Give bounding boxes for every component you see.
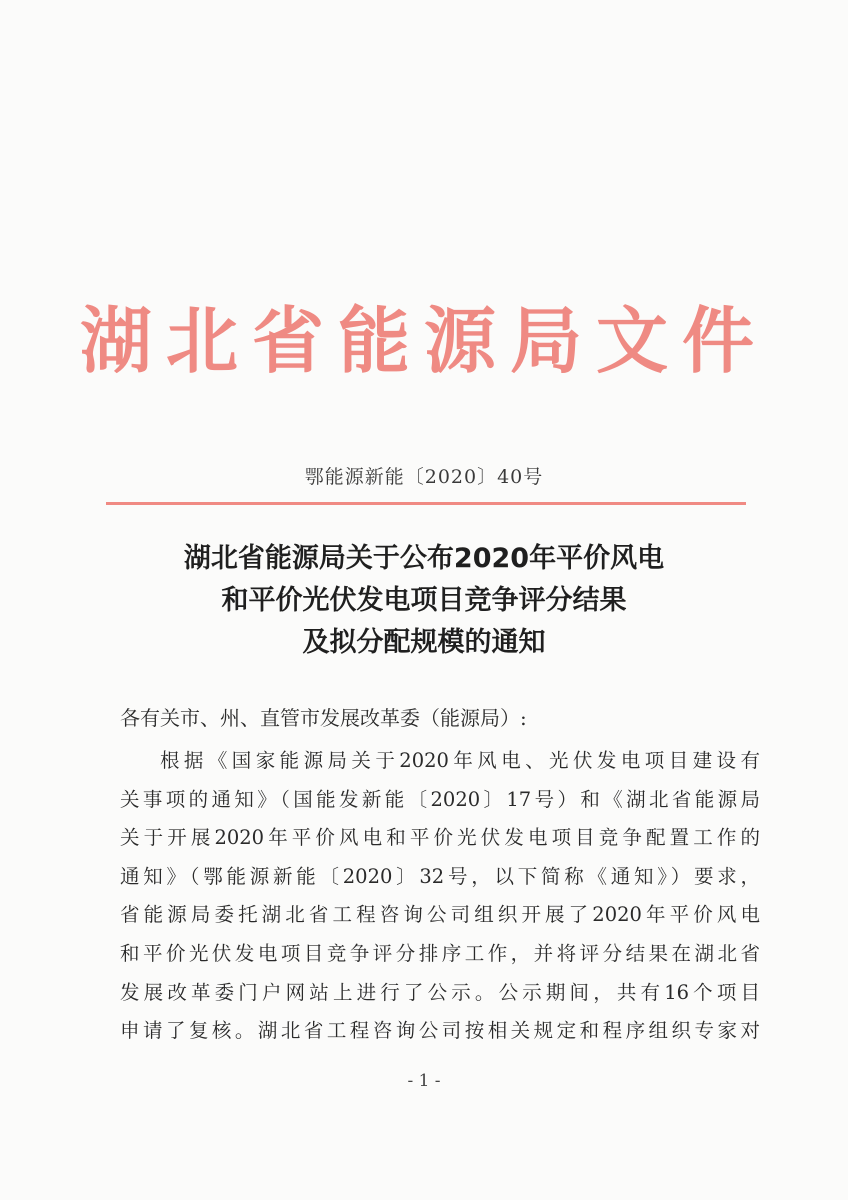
notice-title	[0, 538, 848, 664]
body-line: 根据《国家能源局关于2020年风电、光伏发电项目建设有	[160, 749, 760, 772]
body-paragraph	[120, 742, 760, 1051]
body-line: 关事项的通知》（国能发新能〔2020〕17号）和《湖北省能源局	[120, 787, 760, 811]
title-line: 湖北省能源局关于公布2020年平价风电	[183, 543, 665, 574]
masthead-title: 湖北省能源局文件	[79, 299, 768, 383]
body-line: 发展改革委门户网站上进行了公示。公示期间，共有16个项目	[120, 980, 760, 1004]
document-number: 鄂能源新能〔2020〕40号	[304, 466, 544, 488]
body-line: 通知》（鄂能源新能〔2020〕32号，以下简称《通知》）要求，	[120, 864, 760, 888]
body-line: 申请了复核。湖北省工程咨询公司按相关规定和程序组织专家对	[120, 1019, 760, 1043]
title-line: 及拟分配规模的通知	[302, 627, 546, 658]
red-separator-line	[106, 502, 746, 505]
page-number: - 1 -	[407, 1071, 441, 1091]
salutation: 各有关市、州、直管市发展改革委（能源局）:	[120, 706, 527, 730]
title-line: 和平价光伏发电项目竞争评分结果	[221, 585, 627, 616]
body-line: 关于开展2020年平价风电和平价光伏发电项目竞争配置工作的	[120, 826, 760, 850]
body-line: 省能源局委托湖北省工程咨询公司组织开展了2020年平价风电	[120, 903, 760, 927]
body-line: 和平价光伏发电项目竞争评分排序工作，并将评分结果在湖北省	[120, 941, 760, 965]
